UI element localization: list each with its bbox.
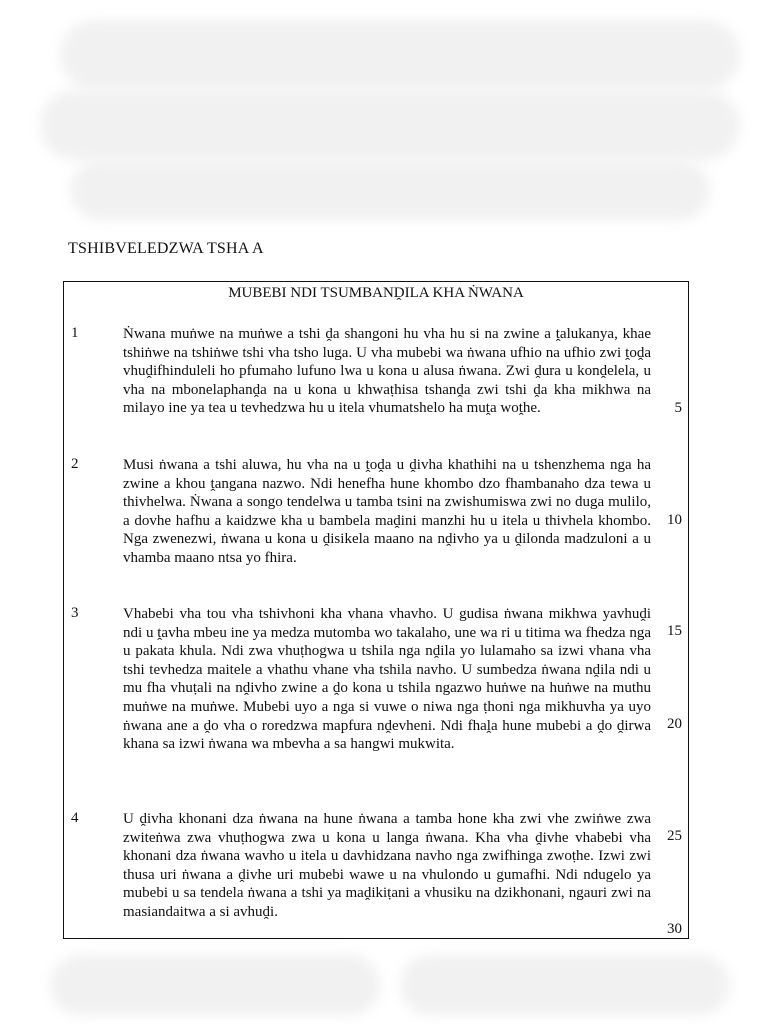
line-number: 25: [667, 828, 682, 844]
paragraph-number: 4: [71, 810, 79, 826]
section-heading: TSHIBVELEDZWA TSHA A: [68, 240, 264, 257]
line-number: 30: [667, 921, 682, 937]
paragraph-number: 1: [71, 325, 79, 341]
paragraph-number: 3: [71, 605, 79, 621]
paragraph-text: Musi ṅwana a tshi aluwa, hu vha na u ṱoḓa u ḓivha khathihi na u tshenzhema nga ha zwine a khou ṱangana nazwo. Ndi henefha hune khombo dzo fhambanaho dza tewa u thivhelwa. Ṅwana a songo tendelwa u tamba tsini na zwishumiswa zwi no duga mulilo, a dovhe hafhu a kaidzwe kha u bambela maḓini manzhi hu u itela u thivhela khombo. Nga zwenezwi, ṅwana u kona u ḓisikela maano na nḓivho ya u ḓilonda madzuloni a u vhamba maano ntsa yo fhira.: [123, 457, 651, 566]
paragraph-text: Vhabebi vha tou vha tshivhoni kha vhana vhavho. U gudisa ṅwana mikhwa yavhuḓi ndi u ṱavha mbeu ine ya medza mutomba wo takalaho, une wa ri u titima wa fhedza nga u pakata khula. Ndi zwa vhuṭhogwa u tshila nga nḓila yo lulamaho sa izwi vhana vha tshi tevhedza maitele a vhathu vhane vha tshila navho. U sumbedza ṅwana nḓila ndi u mu fha vhuṭali na nḓivho zwine a ḓo kona u tshila ngazwo huṅwe na huṅwe na muthu muṅwe na muṅwe. Mubebi uyo a nga si vuwe o niwa nga ṭhoni nga mikhuvha ya uyo ṅwana ane a ḓo vha o roredzwa mapfura nḓevheni. Ndi fhaḽa hune mubebi a ḓo ḓirwa khana sa izwi ṅwana wa mbevha a sa hangwi mukwita.: [123, 606, 651, 753]
line-number: 5: [674, 400, 682, 416]
passage-title: MUBEBI NDI TSUMBANḒILA KHA ṄWANA: [228, 285, 524, 301]
redacted-header-smudge: [70, 160, 710, 220]
redacted-footer-smudge: [400, 955, 730, 1015]
redacted-header-smudge: [60, 20, 740, 90]
redacted-header-smudge: [40, 90, 740, 160]
line-number: 20: [667, 716, 682, 732]
redacted-footer-smudge: [50, 955, 380, 1015]
line-number: 15: [667, 623, 682, 639]
passage-box: [63, 281, 689, 939]
paragraph-text: Ṅwana muṅwe na muṅwe a tshi ḓa shangoni hu vha hu si na zwine a ṱalukanya, khae tshiṅwe na tshiṅwe tshi vha tsho luga. U vha mubebi wa ṅwana ufhio na ufhio zwi ṱoḓa vhuḓifhinduleli ho pfumaho lufuno lwa u kona u alusa ṅwana. Zwi ḓura u konḓelela, u vha na mbonelaphanḓa na u kona u khwaṭhisa tshanḓa zwi tshi ḓa kha mikhwa na milayo ine ya tea u tevhedzwa hu u itela vhumatshelo ha muṱa woṱhe.: [123, 326, 651, 417]
paragraph-text: U ḓivha khonani dza ṅwana na hune ṅwana a tamba hone kha zwi vhe zwiṅwe zwa zwiteṅwa zwa vhuṭhogwa zwa u kona u langa ṅwana. Kha vha ḓivhe vhabebi vha khonani dza ṅwana wavho u itela u davhidzana navho nga zwifhinga zwoṭhe. Izwi zwi thusa uri ṅwana a ḓivhe uri mubebi wawe u na vhulondo u gumafhi. Ndi ndugelo ya mubebi u sa tendela ṅwana a tshi ya maḓikiṭani a vhusiku na dzikhonani, ngauri zwi na masiandaitwa a si avhuḓi.: [123, 811, 651, 920]
paragraph-number: 2: [71, 456, 79, 472]
line-number: 10: [667, 512, 682, 528]
